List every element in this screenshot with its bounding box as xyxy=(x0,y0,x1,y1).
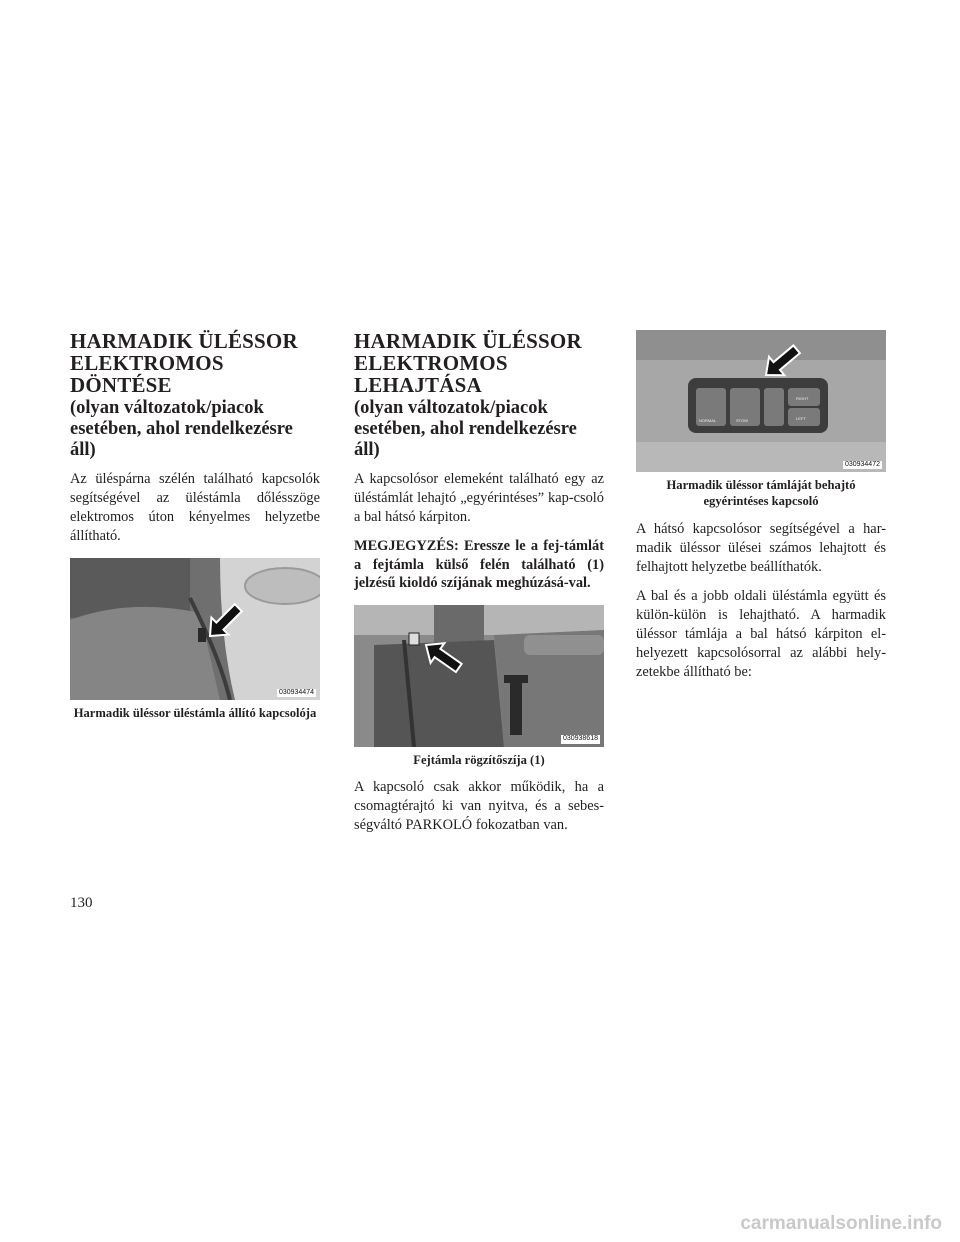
note-headrest: MEGJEGYZÉS: Eressze le a fej-támlát a fejtámla külső felén található (1) jelzésű kioldó szíjának meghúzásá-val. xyxy=(354,538,604,592)
figure-headrest-strap xyxy=(354,605,604,747)
column-left xyxy=(70,330,320,722)
paragraph-recline: Az üléspárna szélén található kapcsolók segítségével az üléstámla dőlésszöge elektromos úton kényelmes helyzetbe állítható. xyxy=(70,471,320,545)
column-right xyxy=(636,330,886,682)
switch-label-stow: STOW xyxy=(736,418,748,423)
seat-cushion-photo xyxy=(70,558,320,700)
figure-code: 030934472 xyxy=(844,460,880,468)
section-heading-rear-seat-fold xyxy=(354,330,604,460)
figure-caption-recline: Harmadik üléssor üléstámla állító kapcsolója xyxy=(73,706,317,721)
switch-label-normal: NORMAL xyxy=(699,418,717,423)
figure-recline-switch xyxy=(70,558,320,700)
paragraph-fold-switch: A kapcsolósor elemeként található egy az üléstámlát lehajtó „egyérintéses” kap-csoló a bal hátsó kárpiton. xyxy=(354,471,604,526)
heading-caps: HARMADIK ÜLÉSSOR ELEKTROMOS LEHAJTÁSA xyxy=(354,329,582,398)
figure-fold-switch xyxy=(636,330,886,472)
column-middle xyxy=(354,330,604,835)
paragraph-operating-condition: A kapcsoló csak akkor működik, ha a csomagtérajtó ki van nyitva, és a sebes-ségváltó PARKOLÓ fokozatban van. xyxy=(354,779,604,834)
figure-caption-headrest: Fejtámla rögzítőszíja (1) xyxy=(413,752,545,767)
paragraph-seatback-positions: A bal és a jobb oldali üléstámla együtt és külön-külön is lehajtható. A harmadik üléssor támlája a bal hátsó kárpiton el-helyezett kapcsolósorral az alábbi hely-zetekbe állítható be: xyxy=(636,587,886,680)
switch-label-left: LEFT xyxy=(796,416,806,421)
headrest-photo xyxy=(354,605,604,747)
figure-code: 030938618 xyxy=(562,735,598,743)
switch-panel-photo xyxy=(636,330,886,472)
paragraph-rear-switch-bank: A hátsó kapcsolósor segítségével a har-madik üléssor ülései számos lehajtott és felhajtott helyzetbe beállíthatók. xyxy=(636,520,886,575)
heading-sub: (olyan változatok/piacok esetében, ahol rendelkezésre áll) xyxy=(70,398,293,460)
section-heading-rear-seat-recline xyxy=(70,330,320,460)
page-number: 130 xyxy=(70,895,93,911)
switch-label-right: RIGHT xyxy=(796,396,809,401)
figure-code: 030934474 xyxy=(278,688,314,696)
watermark: carmanualsonline.info xyxy=(740,1213,942,1234)
heading-caps: HARMADIK ÜLÉSSOR ELEKTROMOS DÖNTÉSE xyxy=(70,329,298,398)
figure-caption-fold-switch: Harmadik üléssor támláját behajtó egyérintéses kapcsoló xyxy=(666,478,856,509)
heading-sub: (olyan változatok/piacok esetében, ahol rendelkezésre áll) xyxy=(354,398,577,460)
